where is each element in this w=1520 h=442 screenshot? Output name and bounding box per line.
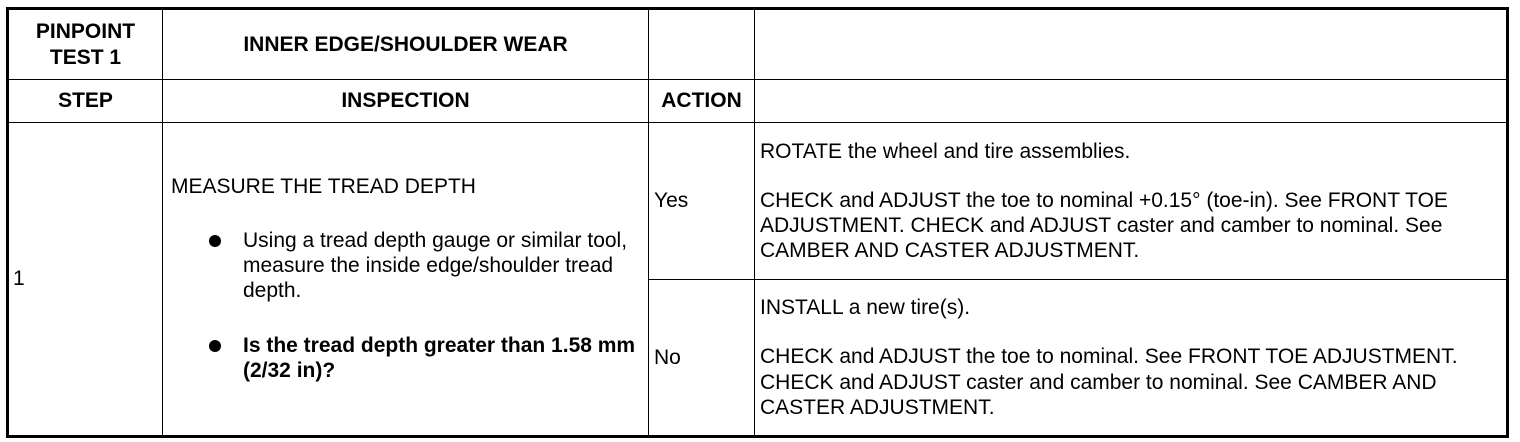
action-no-line-1: INSTALL a new tire(s).	[760, 296, 971, 320]
column-header-step: STEP	[8, 80, 163, 123]
column-header-row	[8, 80, 1508, 123]
column-header-empty-cell	[755, 80, 1508, 123]
inspection-bullets	[171, 228, 648, 384]
inspection-question	[209, 333, 648, 383]
answer-no: No	[649, 280, 755, 437]
pinpoint-test-title: INNER EDGE/SHOULDER WEAR	[163, 9, 649, 80]
inspection-question-text: Is the tread depth greater than 1.58 mm (2/32 in)?	[243, 334, 636, 383]
title-row-empty-cell-wide	[755, 9, 1508, 80]
action-yes	[755, 123, 1508, 280]
pinpoint-test-label: PINPOINT TEST 1	[8, 9, 163, 80]
pinpoint-test-table	[6, 7, 1509, 438]
action-no-line-2: CHECK and ADJUST the toe to nominal. See FRONT TOE ADJUSTMENT. CHECK and ADJUST caster and camber to nominal. See CAMBER AND CASTER ADJUSTMENT.	[760, 345, 1458, 419]
inspection-cell	[163, 123, 649, 437]
result-row-yes	[8, 123, 1508, 280]
column-header-inspection: INSPECTION	[163, 80, 649, 123]
inspection-bullet-text: Using a tread depth gauge or similar tool, measure the inside edge/shoulder tread depth.	[243, 228, 628, 302]
action-no	[755, 280, 1508, 437]
column-header-action: ACTION	[649, 80, 755, 123]
title-row	[8, 9, 1508, 80]
step-number: 1	[8, 123, 163, 437]
action-yes-line-2: CHECK and ADJUST the toe to nominal +0.15° (toe-in). See FRONT TOE ADJUSTMENT. CHECK and ADJUST caster and camber to nominal. See CAMBER AND CASTER ADJUSTMENT.	[760, 188, 1448, 263]
inspection-title: MEASURE THE TREAD DEPTH	[171, 175, 476, 199]
bullet-dot-icon	[209, 340, 221, 352]
action-yes-line-1: ROTATE the wheel and tire assemblies.	[760, 139, 1131, 163]
answer-yes: Yes	[649, 123, 755, 280]
title-row-empty-cell	[649, 9, 755, 80]
inspection-bullet	[209, 228, 648, 304]
bullet-dot-icon	[209, 235, 221, 247]
